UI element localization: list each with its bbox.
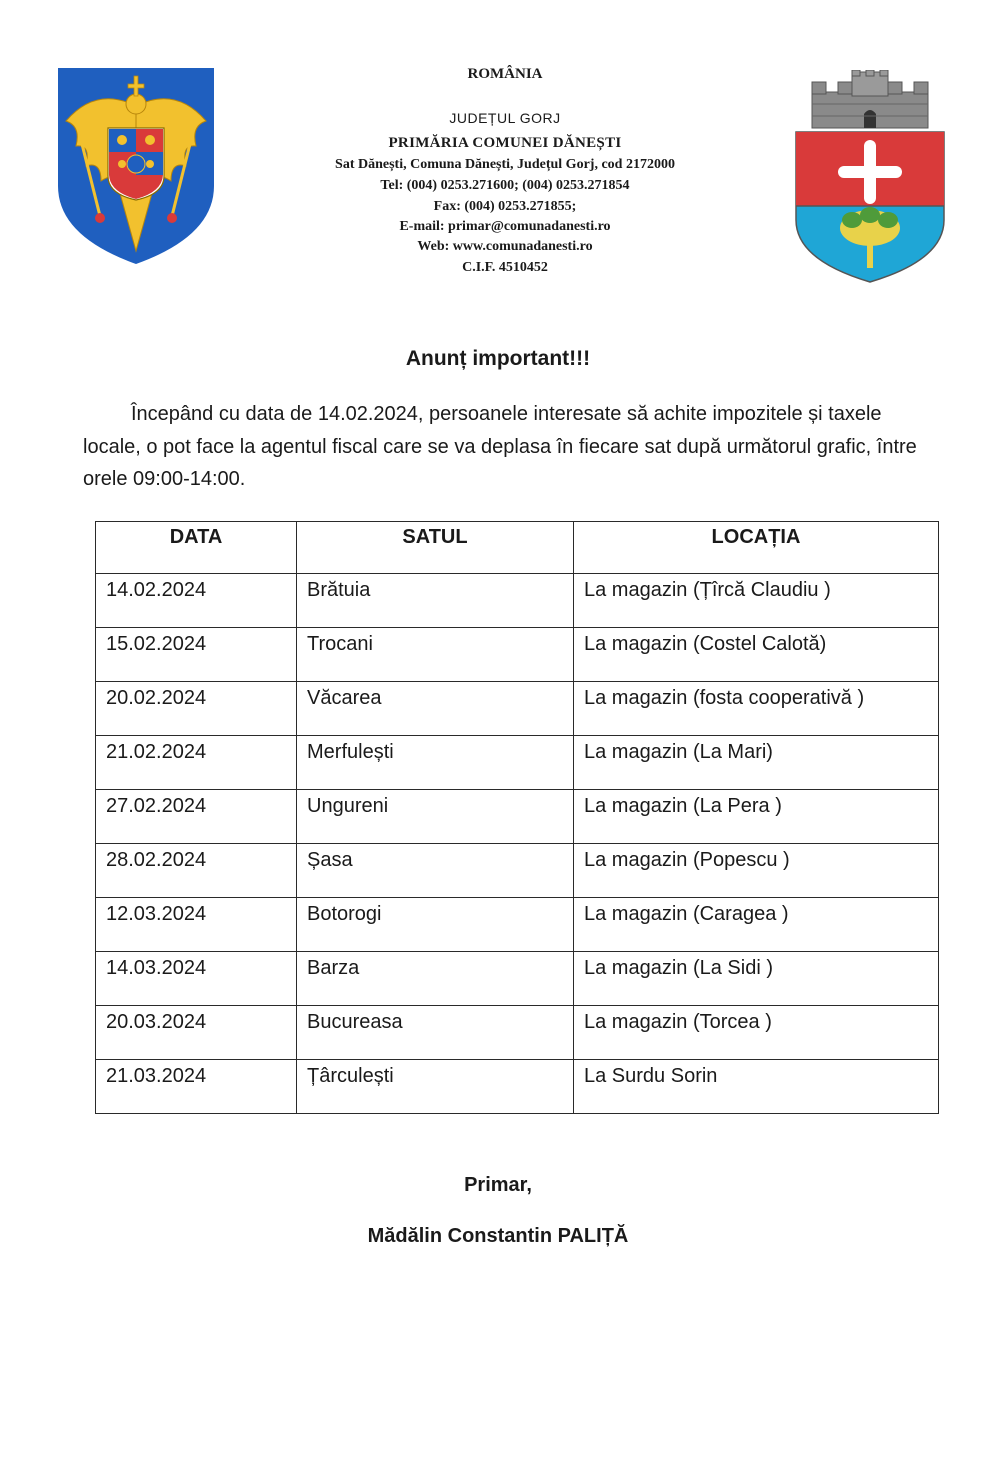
cell-village: Bucureasa <box>297 1006 574 1060</box>
cell-date: 20.03.2024 <box>96 1006 297 1060</box>
cell-date: 27.02.2024 <box>96 790 297 844</box>
column-header-data: DATA <box>96 522 297 574</box>
cell-village: Merfulești <box>297 736 574 790</box>
cell-village: Ungureni <box>297 790 574 844</box>
header-address: Sat Dănești, Comuna Dănești, Județul Gorj, cod 2172000 <box>335 157 675 172</box>
cell-date: 14.03.2024 <box>96 952 297 1006</box>
cell-village: Țârculești <box>297 1060 574 1114</box>
table-row <box>96 844 939 898</box>
signature-name: Mădălin Constantin PALIȚĂ <box>367 1225 629 1247</box>
cell-location: La magazin (Torcea ) <box>574 1006 939 1060</box>
schedule-table <box>95 521 939 1114</box>
romania-coat-of-arms-icon <box>56 66 216 266</box>
table-row <box>96 574 939 628</box>
header-web: Web: www.comunadanesti.ro <box>417 239 593 254</box>
cell-location: La magazin (La Pera ) <box>574 790 939 844</box>
table-row <box>96 682 939 736</box>
cell-village: Trocani <box>297 628 574 682</box>
header-country: ROMÂNIA <box>467 66 543 82</box>
cell-location: La magazin (La Mari) <box>574 736 939 790</box>
table-row <box>96 628 939 682</box>
column-header-satul: SATUL <box>297 522 574 574</box>
cell-location: La magazin (Țîrcă Claudiu ) <box>574 574 939 628</box>
header-tel: Tel: (004) 0253.271600; (004) 0253.271854 <box>380 178 630 193</box>
announcement-intro <box>83 398 923 496</box>
cell-village: Barza <box>297 952 574 1006</box>
cell-date: 15.02.2024 <box>96 628 297 682</box>
danesti-coat-of-arms-icon <box>790 70 950 285</box>
cell-location: La magazin (Costel Calotă) <box>574 628 939 682</box>
cell-village: Brătuia <box>297 574 574 628</box>
cell-date: 21.02.2024 <box>96 736 297 790</box>
table-row <box>96 952 939 1006</box>
cell-location: La magazin (La Sidi ) <box>574 952 939 1006</box>
cell-location: La magazin (Caragea ) <box>574 898 939 952</box>
cell-village: Văcarea <box>297 682 574 736</box>
cell-date: 12.03.2024 <box>96 898 297 952</box>
cell-location: La magazin (fosta cooperativă ) <box>574 682 939 736</box>
header-county: JUDEȚUL GORJ <box>449 110 561 126</box>
cell-village: Șasa <box>297 844 574 898</box>
header-office: PRIMĂRIA COMUNEI DĂNEȘTI <box>388 135 622 151</box>
announcement-title: Anunț important!!! <box>405 347 591 370</box>
signature-role: Primar, <box>464 1174 532 1196</box>
table-row <box>96 736 939 790</box>
table-row <box>96 1006 939 1060</box>
table-row <box>96 790 939 844</box>
header-cif: C.I.F. 4510452 <box>462 260 548 275</box>
table-header-row <box>96 522 939 574</box>
header-email: E-mail: primar@comunadanesti.ro <box>399 219 611 234</box>
cell-date: 21.03.2024 <box>96 1060 297 1114</box>
cell-location: La magazin (Popescu ) <box>574 844 939 898</box>
cell-village: Botorogi <box>297 898 574 952</box>
header-fax: Fax: (004) 0253.271855; <box>433 199 577 214</box>
intro-text: Începând cu data de 14.02.2024, persoanele interesate să achite impozitele și taxele locale, o pot face la agentul fiscal care se va deplasa în fiecare sat după următorul grafic, între orele 09:00-14:00. <box>83 403 917 490</box>
table-row <box>96 898 939 952</box>
cell-date: 14.02.2024 <box>96 574 297 628</box>
table-row <box>96 1060 939 1114</box>
column-header-locatia: LOCAȚIA <box>574 522 939 574</box>
cell-location: La Surdu Sorin <box>574 1060 939 1114</box>
cell-date: 28.02.2024 <box>96 844 297 898</box>
cell-date: 20.02.2024 <box>96 682 297 736</box>
